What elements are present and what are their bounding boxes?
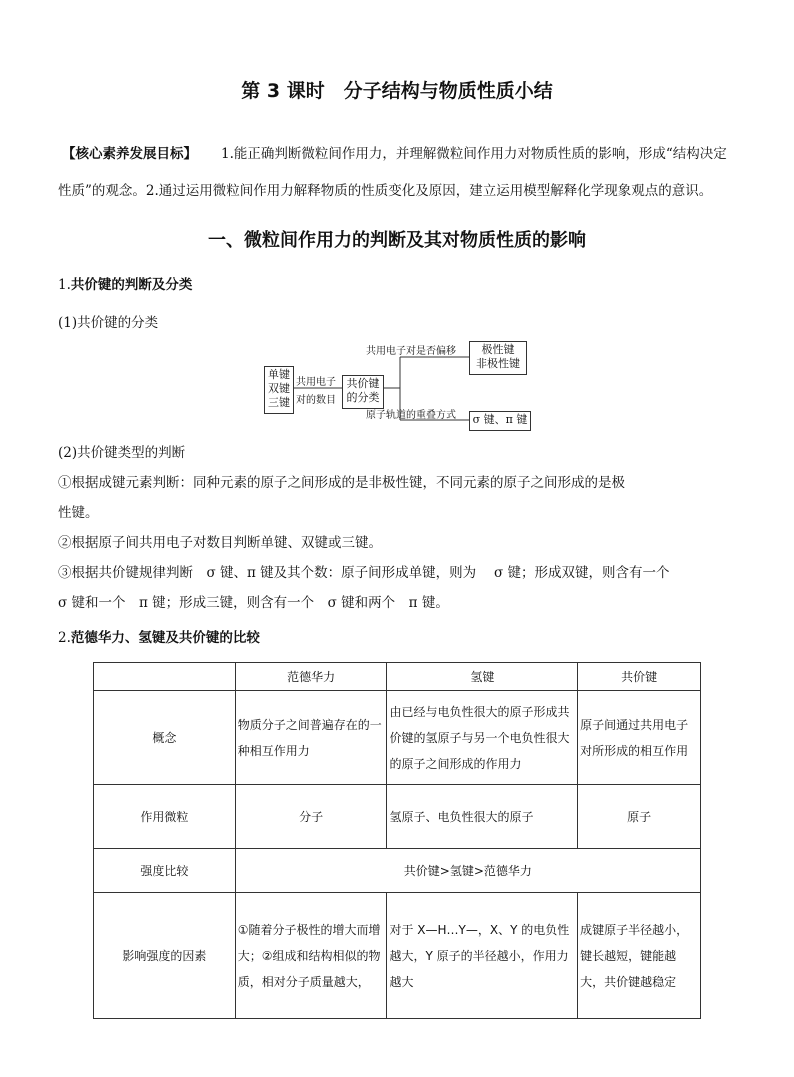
cell-factors-vdw: ①随着分子极性的增大而增大；②组成和结构相似的物质，相对分子质量越大，	[235, 893, 387, 1019]
covalent-label: 共价键	[346, 377, 380, 390]
bond-order-box	[264, 366, 294, 414]
row-label-particles: 作用微粒	[94, 785, 236, 849]
cell-strength-merged: 共价键>氢键>范德华力	[235, 849, 700, 893]
header-covalent: 共价键	[578, 663, 701, 691]
covalent-classification-box	[342, 375, 384, 409]
diagram-connectors	[0, 0, 794, 440]
table-row	[94, 691, 701, 785]
row-label-factors: 影响强度的因素	[94, 893, 236, 1019]
item-2-title: 范德华力、氢键及共价键的比较	[70, 630, 260, 646]
item-1-title: 共价键的判断及分类	[70, 277, 193, 293]
table-header-row	[94, 663, 701, 691]
cell-factors-covalent: 成键原子半径越小，键长越短，键能越大，共价键越稳定	[578, 893, 701, 1019]
lesson-title: 第 3 课时 分子结构与物质性质小结	[241, 80, 553, 102]
cell-concept-hbond: 由已经与电负性很大的原子形成共价键的氢原子与另一个电负性很大的原子之间形成的作用力	[387, 691, 578, 785]
polarity-criterion-label: 共用电子对是否偏移	[366, 346, 456, 357]
item-1-number: 1.	[58, 277, 71, 293]
header-hbond: 氢键	[387, 663, 578, 691]
goals-line-2: 性质”的观念。2.通过运用微粒间作用力解释物质的性质变化及原因，建立运用模型解释化学现象观点的意识。	[58, 183, 713, 199]
rule-2: ②根据原子间共用电子对数目判断单键、双键或三键。	[58, 535, 382, 551]
sub-heading-2: (2)共价键类型的判断	[58, 445, 186, 461]
overlap-criterion-label: 原子轨道的重叠方式	[366, 410, 456, 421]
single-bond-label: 单键	[268, 368, 290, 381]
shared-pairs-label-1: 共用电子	[296, 377, 336, 388]
comparison-table	[93, 662, 701, 1019]
cell-particles-hbond: 氢原子、电负性很大的原子	[387, 785, 578, 849]
cell-particles-covalent: 原子	[578, 785, 701, 849]
shared-pairs-label-2: 对的数目	[296, 395, 336, 406]
nonpolar-bond-label: 非极性键	[476, 357, 520, 370]
cell-factors-hbond: 对于 X—H…Y—，X、Y 的电负性越大，Y 原子的半径越小，作用力越大	[387, 893, 578, 1019]
row-label-strength: 强度比较	[94, 849, 236, 893]
table-row	[94, 785, 701, 849]
header-vdw: 范德华力	[235, 663, 387, 691]
rule-1-line-1: ①根据成键元素判断：同种元素的原子之间形成的是非极性键，不同元素的原子之间形成的是极	[58, 475, 625, 491]
table-row	[94, 849, 701, 893]
double-bond-label: 双键	[268, 382, 290, 395]
classification-label: 的分类	[346, 391, 380, 404]
item-2-heading	[58, 628, 260, 648]
rule-3-line-2: σ 键和一个 π 键；形成三键，则含有一个 σ 键和两个 π 键。	[58, 595, 449, 611]
rule-1-line-2: 性键。	[58, 505, 99, 521]
sigma-pi-box: σ 键、π 键	[469, 411, 531, 431]
polarity-types-box	[469, 341, 527, 375]
item-2-number: 2.	[58, 630, 71, 646]
row-label-concept: 概念	[94, 691, 236, 785]
goals-text-1: 1.能正确判断微粒间作用力，并理解微粒间作用力对物质性质的影响，形成“结构决定	[221, 146, 727, 162]
section-1-title: 一、微粒间作用力的判断及其对物质性质的影响	[208, 230, 586, 251]
rule-3-line-1: ③根据共价键规律判断 σ 键、π 键及其个数：原子间形成单键，则为 σ 键；形成双键，则含有一个	[58, 565, 670, 581]
polar-bond-label: 极性键	[481, 343, 515, 356]
cell-particles-vdw: 分子	[235, 785, 387, 849]
cell-concept-vdw: 物质分子之间普遍存在的一种相互作用力	[235, 691, 387, 785]
header-empty-cell	[94, 663, 236, 691]
table-row	[94, 893, 701, 1019]
cell-concept-covalent: 原子间通过共用电子对所形成的相互作用	[578, 691, 701, 785]
sub-heading-1: (1)共价键的分类	[58, 315, 159, 331]
triple-bond-label: 三键	[268, 396, 290, 409]
goals-label: 【核心素养发展目标】	[62, 146, 197, 162]
